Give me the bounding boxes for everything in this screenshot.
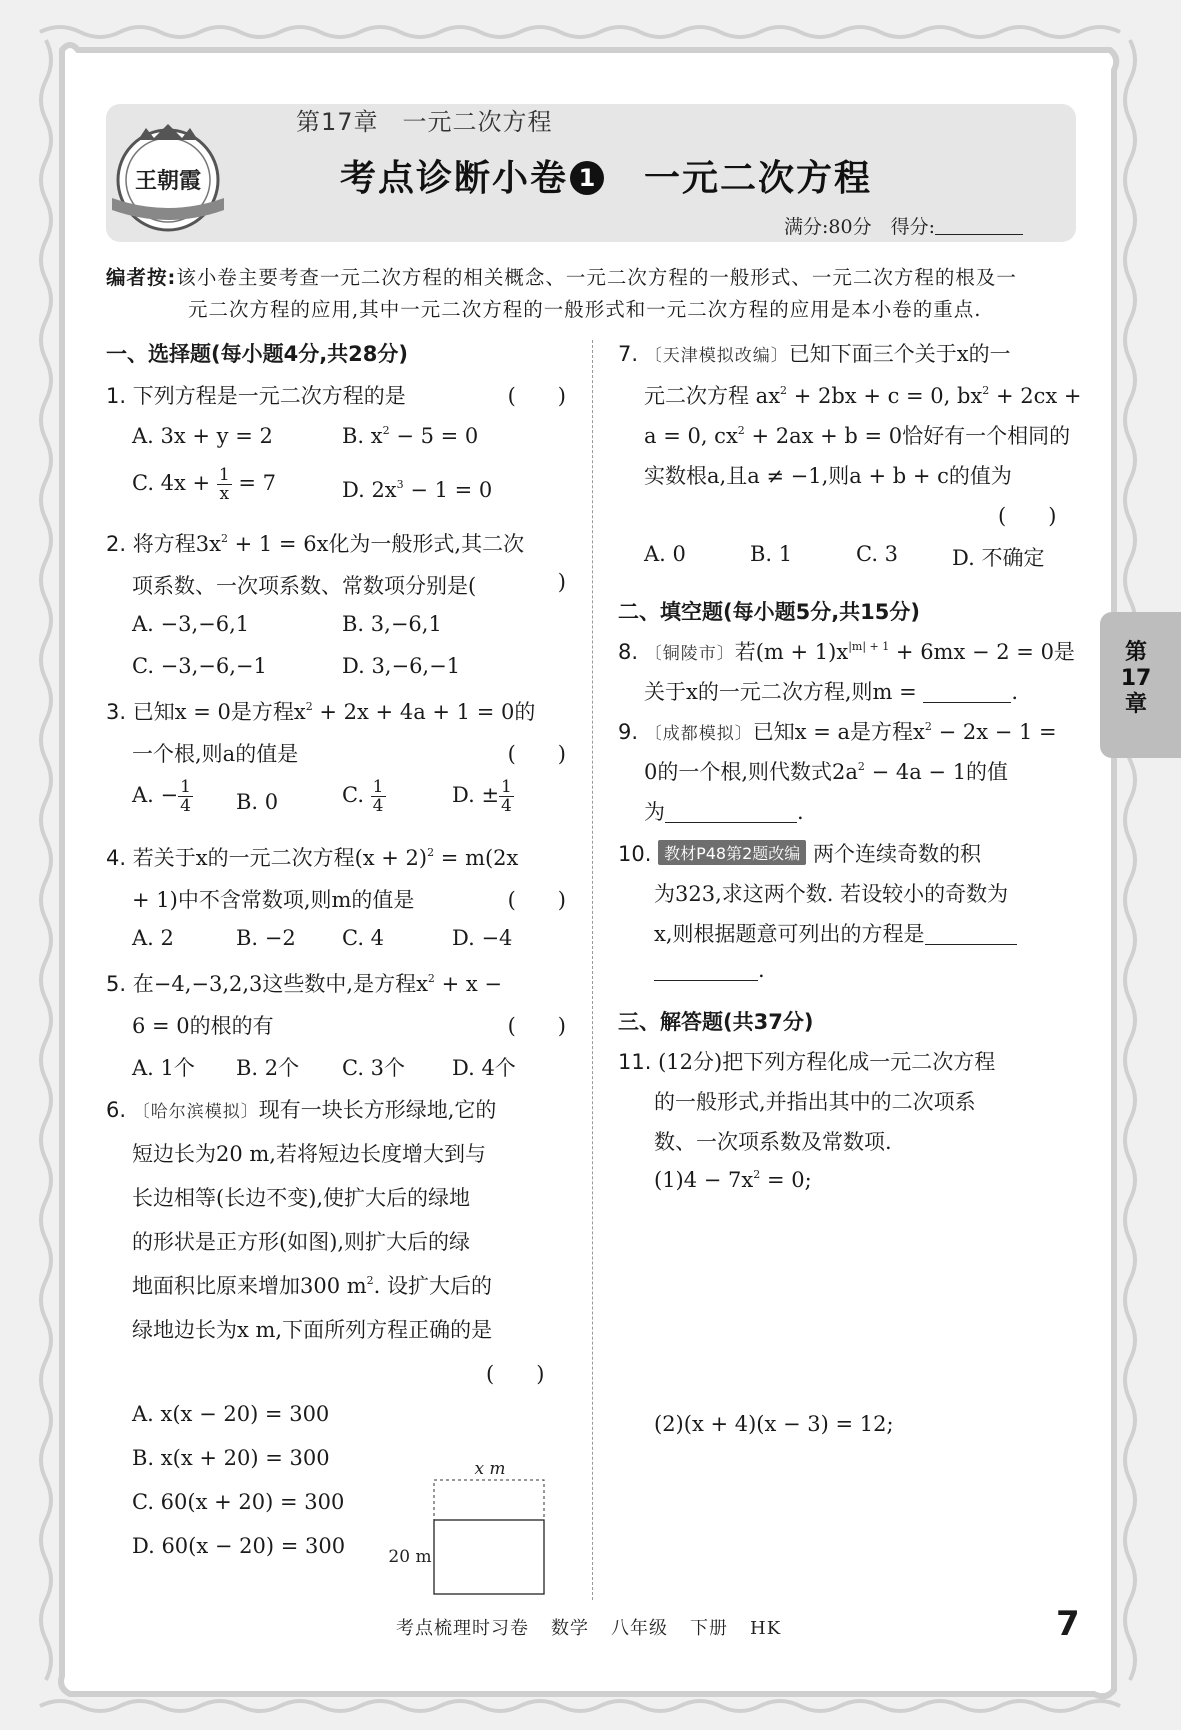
q2-option-b[interactable]: B. 3,−6,1 (342, 612, 442, 636)
q10-answer-blank-2[interactable] (654, 960, 758, 981)
q7-option-c[interactable]: C. 3 (856, 542, 899, 566)
question-4: 4. 若关于x的一元二次方程$(x + 2)^2 = m(2x$ (106, 846, 519, 870)
q1-option-d[interactable]: D. $2x^3 - 1 = 0$ (342, 478, 493, 502)
question-6-paren: ( ) (486, 1362, 545, 1386)
svg-text:x m: x m (474, 1459, 506, 1479)
question-11-part2: (2)(x + 4)(x − 3) = 12; (654, 1412, 894, 1436)
q1-option-a[interactable]: A. 3x + y = 2 (132, 424, 273, 448)
q3-option-b[interactable]: B. 0 (236, 790, 279, 814)
question-8: 8. 〔铜陵市〕若$(m + 1)x^{|m| + 1} + 6mx - 2 = 0$是 (618, 640, 1075, 664)
question-6-line2: 短边长为20 m,若将短边长度增大到与 (132, 1142, 486, 1166)
question-4-line2: + 1)中不含常数项,则m的值是 ( ) (132, 888, 566, 912)
q5-option-a[interactable]: A. 1个 (132, 1056, 195, 1080)
q1-option-c[interactable]: C. 4x + $\frac{1}{x}$ = 7 (132, 465, 276, 504)
q1-option-b[interactable]: B. $x^2 - 5 = 0$ (342, 424, 479, 448)
section-choice-heading: 一、选择题(每小题4分,共28分) (106, 342, 409, 366)
q6-square-figure (380, 1456, 570, 1606)
question-10-line2: 为323,求这两个数. 若设较小的奇数为 (654, 882, 1009, 906)
question-10-line4: . (654, 958, 765, 982)
q6-option-d[interactable]: D. 60(x − 20) = 300 (132, 1534, 346, 1558)
q7-option-d[interactable]: D. 不确定 (952, 546, 1045, 570)
q10-answer-blank[interactable] (925, 924, 1017, 945)
q9-answer-blank[interactable] (665, 802, 797, 823)
question-11-line3: 数、一次项系数及常数项. (654, 1130, 892, 1154)
q5-option-c[interactable]: C. 3个 (342, 1056, 406, 1080)
page-number: 7 (1056, 1604, 1080, 1644)
q4-option-b[interactable]: B. −2 (236, 926, 296, 950)
question-1: 1. 下列方程是一元二次方程的是 ( ) (106, 384, 566, 408)
question-7-paren: ( ) (998, 504, 1057, 528)
svg-text:王朝霞: 王朝霞 (134, 168, 202, 194)
question-10: 10. 教材P48第2题改编 两个连续奇数的积 (618, 842, 981, 866)
question-10-line3: x,则根据题意可列出的方程是 (654, 918, 1017, 948)
question-2-line2: 项系数、一次项系数、常数项分别是( ) (132, 570, 566, 598)
q7-option-b[interactable]: B. 1 (750, 542, 793, 566)
q6-option-b[interactable]: B. x(x + 20) = 300 (132, 1446, 330, 1470)
editor-note: 编者按:该小卷主要考查一元二次方程的相关概念、一元二次方程的一般形式、一元二次方程的根及一 元二次方程的应用,其中一元二次方程的一般形式和一元二次方程的应用是本小卷的重点. (106, 266, 1017, 321)
question-11-part1: $(1)4 - 7x^2 = 0$; (654, 1168, 812, 1192)
page-title: 考点诊断小卷 1 一元二次方程 (340, 158, 873, 199)
q7-option-a[interactable]: A. 0 (644, 542, 686, 566)
textbook-tag: 教材P48第2题改编 (658, 840, 806, 865)
question-9: 9. 〔成都模拟〕已知x = a是方程$x^2 - 2x - 1$ = (618, 720, 1057, 744)
q4-option-a[interactable]: A. 2 (132, 926, 174, 950)
question-2: 2. 将方程$3x^2 + 1 = 6x$化为一般形式,其二次 (106, 532, 525, 556)
section-fill-heading: 二、填空题(每小题5分,共15分) (618, 600, 921, 624)
q3-option-a[interactable]: A. − $\frac{1}{4}$ (132, 777, 191, 816)
question-11: 11. (12分)把下列方程化成一元二次方程 (618, 1050, 996, 1074)
question-7-line2: 元二次方程 $ax^2 + 2bx + c = 0$, $bx^2 + 2cx$ + (644, 384, 1082, 408)
q8-answer-blank[interactable] (923, 682, 1011, 703)
question-8-line2: 关于x的一元二次方程,则m = . (644, 680, 1019, 704)
question-7: 7. 〔天津模拟改编〕已知下面三个关于x的一 (618, 342, 1011, 366)
score-line: 满分:80分 得分: (784, 212, 1023, 239)
publisher-logo (108, 118, 228, 236)
question-6-line4: 的形状是正方形(如图),则扩大后的绿 (132, 1230, 471, 1254)
q4-option-d[interactable]: D. −4 (452, 926, 513, 950)
question-11-line2: 的一般形式,并指出其中的二次项系 (654, 1090, 976, 1114)
footer: 考点梳理时习卷 数学 八年级 下册 HK (396, 1618, 782, 1639)
column-divider (592, 340, 593, 1600)
section-solve-heading: 三、解答题(共37分) (618, 1010, 814, 1034)
q6-option-c[interactable]: C. 60(x + 20) = 300 (132, 1490, 345, 1514)
question-5-line2: 6 = 0的根的有 ( ) (132, 1014, 566, 1038)
question-6-line6: 绿地边长为x m,下面所列方程正确的是 (132, 1318, 493, 1342)
question-6: 6. 〔哈尔滨模拟〕现有一块长方形绿地,它的 (106, 1098, 497, 1122)
q3-option-d[interactable]: D. ± $\frac{1}{4}$ (452, 777, 512, 816)
q5-option-b[interactable]: B. 2个 (236, 1056, 300, 1080)
question-9-line3: 为 . (644, 800, 804, 824)
q2-option-d[interactable]: D. 3,−6,−1 (342, 654, 461, 678)
q6-option-a[interactable]: A. x(x − 20) = 300 (132, 1402, 330, 1426)
q2-option-a[interactable]: A. −3,−6,1 (132, 612, 250, 636)
q5-option-d[interactable]: D. 4个 (452, 1056, 516, 1080)
question-7-line3: a = 0, $cx^2 + 2ax + b = 0$恰好有一个相同的 (644, 424, 1071, 448)
question-6-line3: 长边相等(长边不变),使扩大后的绿地 (132, 1186, 471, 1210)
question-7-line4: 实数根a,且a ≠ −1,则a + b + c的值为 (644, 464, 1012, 488)
question-3-line2: 一个根,则a的值是 ( ) (132, 742, 566, 766)
question-6-line5: 地面积比原来增加300 $m^2$. 设扩大后的 (132, 1274, 493, 1298)
question-3: 3. 已知x = 0是方程$x^2 + 2x + 4a + 1 = 0$的 (106, 700, 536, 724)
q3-option-c[interactable]: C. $\frac{1}{4}$ (342, 777, 384, 816)
svg-text:20 m: 20 m (388, 1547, 432, 1567)
score-blank[interactable] (935, 216, 1023, 235)
q4-option-c[interactable]: C. 4 (342, 926, 385, 950)
chapter-tab-label: 第 17 章 (1120, 640, 1152, 717)
q2-option-c[interactable]: C. −3,−6,−1 (132, 654, 267, 678)
question-5: 5. 在−4,−3,2,3这些数中,是方程$x^2 + x$ − (106, 972, 502, 996)
chapter-label: 第17章 一元二次方程 (296, 108, 553, 136)
question-9-line2: 0的一个根,则代数式$2a^2 - 4a - 1$的值 (644, 760, 1009, 784)
